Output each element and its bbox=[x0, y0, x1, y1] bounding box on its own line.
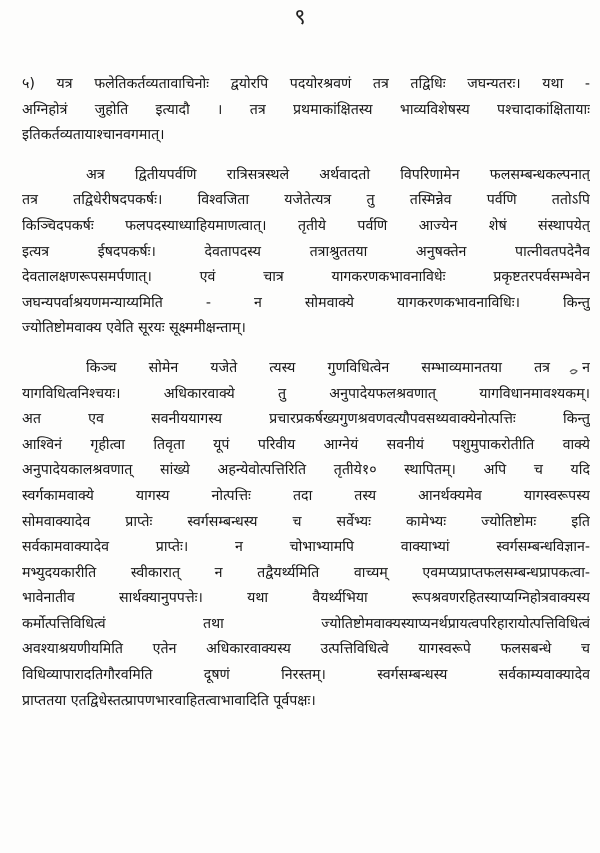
text-line: यागविधित्वनिश्चयः। अधिकारवाक्ये तु अनुपादेयफलश्रवणात् यागविधानमावश्यकम्। bbox=[22, 385, 590, 402]
text-line: ज्योतिष्टोमवाक्य एवेति सूरयः सूक्ष्ममीक्षन्ताम्। bbox=[22, 320, 246, 337]
text-line: किञ्च सोमेन यजेते त्यस्य गुणविधित्वेन सम्भाव्यमानतया तत्र न bbox=[86, 359, 590, 376]
text-line: विधिव्यापारादतिगौरवमिति दूषणं निरस्तम्। स्वर्गसम्बन्धस्य सर्वकाम्यवाक्यादेव bbox=[22, 667, 590, 684]
text-line: इत्यत्र ईषदपकर्षः। देवतापदस्य तत्राश्रुततया अनुषक्तेन पात्नीवतपदेनैव bbox=[22, 243, 590, 260]
text-line: ५) यत्र फलेतिकर्तव्यतावाचिनोः द्वयोरपि पदयोरश्रवणं तत्र तद्विधिः जघन्यतरः। यथा - bbox=[22, 76, 590, 92]
text-line: तत्र तद्विधेरीषदपकर्षः। विश्वजिता यजेतेत्यत्र तु तस्मिन्नेव पर्वणि ततोऽपि bbox=[22, 192, 590, 209]
paragraph-2 bbox=[22, 163, 590, 342]
ink-mark bbox=[569, 368, 579, 376]
text-line: अग्निहोत्रं जुहोति इत्यादौ । तत्र प्रथमाकांक्षितस्य भाव्यविशेषस्य पश्चादाकांक्षितायाः bbox=[22, 101, 590, 118]
text-line: इतिकर्तव्यतायाश्चानवगमात्। bbox=[22, 127, 165, 144]
text-line: अत एव सवनीययागस्य प्रचारप्रकर्षख्यगुणश्रवणवत्यौपवसथ्यवाक्येनोत्पत्तिः किन्तु bbox=[22, 411, 590, 428]
text-line: अत्र द्वितीयपर्वणि रात्रिसत्रस्थले अर्थवादतो विपरिणामेन फलसम्बन्धकल्पनात् bbox=[86, 166, 590, 183]
text-line: देवतालक्षणरूपसमर्पणात्। एवं चात्र यागकरणकभावनाविधेः प्रकृष्टतरपर्वसम्भवेन bbox=[22, 269, 590, 286]
text-line: अनुपादेयकालश्रवणात् सांख्ये अहन्येवोत्पत्तिरिति तृतीये१० स्थापितम्। अपि च यदि bbox=[22, 462, 590, 479]
text-line: सर्वकामवाक्यादेव प्राप्तेः। न चोभाभ्यामपि वाक्याभ्यां स्वर्गसम्बन्धविज्ञान- bbox=[22, 539, 590, 556]
text-line: भावेनातीव सार्थक्यानुपपत्तेः। यथा वैयर्थ्यभिया रूपश्रवणरहितस्याप्यग्निहोत्रवाक्यस्य bbox=[22, 590, 590, 607]
paragraph-3 bbox=[22, 356, 590, 714]
text-line: जघन्यपर्वाश्रयणमन्याय्यमिति - न सोमवाक्ये यागकरणकभावनाविधिः। किन्तु bbox=[22, 294, 590, 311]
text-line: स्वर्गकामवाक्ये यागस्य नोत्पत्तिः तदा तस्य आनर्थक्यमेव यागस्वरूपस्य bbox=[22, 487, 590, 504]
text-line: प्राप्ततया एतद्विधेस्तत्प्रापणभारवाहितत्वाभावादिति पूर्वपक्षः। bbox=[22, 692, 316, 709]
paragraph-gap bbox=[22, 342, 590, 356]
text-line: अवश्याश्रयणीयमिति एतेन अधिकारवाक्यस्य उत्पत्तिविधित्वे यागस्वरूपे फलसबन्धे च bbox=[22, 641, 590, 658]
text-line: किञ्चिदपकर्षः फलपदस्याध्याहियमाणत्वात्। तृतीये पर्वणि आज्येन शेषं संस्थापयेत् bbox=[22, 217, 590, 234]
paragraph-1 bbox=[22, 72, 590, 149]
paragraph-gap bbox=[22, 149, 590, 163]
text-line: आश्विनं गृहीत्वा तिवृता यूपं परिवीय आग्नेयं सवनीयं पशुमुपाकरोतीति वाक्ये bbox=[22, 436, 590, 453]
text-line: कर्मोत्पत्तिविधित्वं तथा ज्योतिष्टोमवाक्यस्याप्यनर्थप्रायत्वपरिहारायोत्पत्तिविधित्वं bbox=[22, 615, 590, 632]
page-number: ९ bbox=[294, 5, 306, 30]
text-line: सोमवाक्यादेव प्राप्तेः स्वर्गसम्बन्धस्य च सर्वेभ्यः कामेभ्यः ज्योतिष्टोमः इति bbox=[22, 513, 590, 530]
text-line: मभ्युदयकारीति स्वीकारात् न तद्वैयर्थ्यमिति वाच्यम् एवमप्यप्राप्तफलसम्बन्धप्रापकत्वा- bbox=[22, 564, 590, 581]
body-text bbox=[22, 72, 590, 714]
